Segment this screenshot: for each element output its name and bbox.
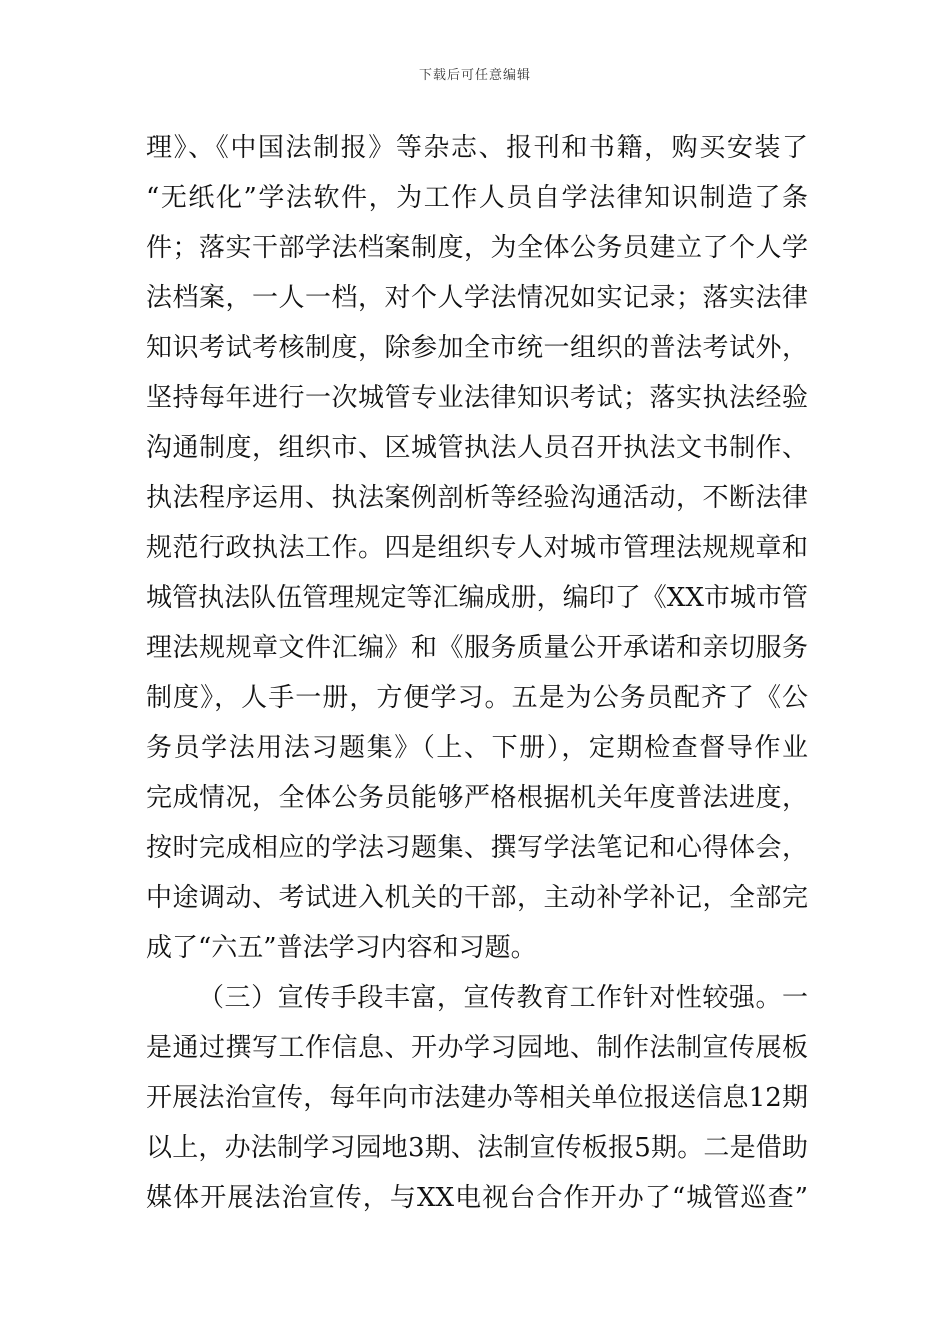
text-line: 理》、《中国法制报》等杂志、报刊和书籍，购买安装了 bbox=[146, 133, 808, 163]
document-body bbox=[146, 123, 808, 1223]
paragraph-2 bbox=[146, 973, 808, 1223]
text-line: 以上，办法制学习园地3期、法制宣传板报5期。二是借助 bbox=[146, 1133, 808, 1163]
text-line: 沟通制度，组织市、区城管执法人员召开执法文书制作、 bbox=[146, 433, 808, 463]
text-line: 执法程序运用、执法案例剖析等经验沟通活动，不断法律 bbox=[146, 483, 808, 513]
text-line: 件；落实干部学法档案制度，为全体公务员建立了个人学 bbox=[146, 233, 808, 263]
text-line: 法档案，一人一档，对个人学法情况如实记录；落实法律 bbox=[146, 283, 808, 313]
text-line: 规范行政执法工作。四是组织专人对城市管理法规规章和 bbox=[146, 533, 808, 563]
text-line: 完成情况，全体公务员能够严格根据机关年度普法进度， bbox=[146, 783, 808, 813]
text-line: 媒体开展法治宣传，与XX电视台合作开办了“城管巡查” bbox=[146, 1183, 808, 1213]
text-line: 城管执法队伍管理规定等汇编成册，编印了《XX市城市管 bbox=[146, 583, 808, 613]
text-line: 成了“六五”普法学习内容和习题。 bbox=[146, 933, 537, 963]
text-line: 务员学法用法习题集》（上、下册），定期检查督导作业 bbox=[146, 733, 808, 763]
text-line: 开展法治宣传，每年向市法建办等相关单位报送信息12期 bbox=[146, 1083, 808, 1113]
text-line: 知识考试考核制度，除参加全市统一组织的普法考试外， bbox=[146, 333, 808, 363]
text-line: “无纸化”学法软件，为工作人员自学法律知识制造了条 bbox=[146, 183, 808, 213]
paragraph-1 bbox=[146, 123, 808, 973]
text-line: 制度》，人手一册，方便学习。五是为公务员配齐了《公 bbox=[146, 683, 808, 713]
text-line: 理法规规章文件汇编》和《服务质量公开承诺和亲切服务 bbox=[146, 633, 808, 663]
text-line: 坚持每年进行一次城管专业法律知识考试；落实执法经验 bbox=[146, 383, 808, 413]
text-line: 中途调动、考试进入机关的干部，主动补学补记，全部完 bbox=[146, 883, 808, 913]
text-line: 按时完成相应的学法习题集、撰写学法笔记和心得体会， bbox=[146, 833, 808, 863]
text-line: 是通过撰写工作信息、开办学习园地、制作法制宣传展板 bbox=[146, 1033, 808, 1063]
text-line: （三）宣传手段丰富，宣传教育工作针对性较强。一 bbox=[198, 983, 808, 1013]
header-note: 下载后可任意编辑 bbox=[418, 68, 531, 83]
